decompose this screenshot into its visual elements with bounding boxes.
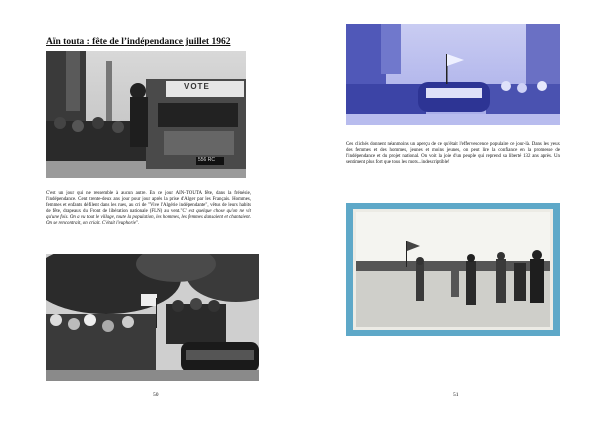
photo-blue-parade <box>346 24 560 125</box>
photo-truck <box>46 51 246 178</box>
page-number: 51 <box>453 392 459 398</box>
photo-marchers <box>346 203 560 336</box>
right-page <box>300 0 600 424</box>
truck-banner-text: VOTE <box>184 82 210 91</box>
body-paragraph: C'est un jour qui ne ressemble à aucun autre. En ce jour AIN-TOUTA fête, dans la frénésie, l'indépendance. Cent trente-deux ans jour pour jour après la prise d'Alger par les Français. Hommes, femmes et enfants défilent dans les rues, au cri de "Vive l'Algérie indépendante", vêtus de leurs habits de fête, drapeaux du Front de libération nationale (FLN) au vent."C' est quelque chose qu'on ne vit qu'une fois. On a vu tout le village, toute la population, les hommes, les femmes dansaient et chantaient. On se rencontrait, on criait. C'était l'euphorie". <box>46 191 251 226</box>
body-paragraph: Ces clichés donnent néanmoins un aperçu de ce qu'était l'effervescence populaire ce jour-là. Dans les yeux des femmes et des hommes, jeunes et moins jeunes, on peut lire la confiance en la promesse de l'indépendance et du projet national. On voit la joie d'un peuple qui reprend sa liberté 132 ans après. Un sentiment plus fort que tous les mots...indescriptible! <box>346 142 560 165</box>
truck-plate-text: 556 RC <box>198 157 215 163</box>
photo-parade-car <box>46 254 259 381</box>
page-number: 50 <box>153 392 159 398</box>
page-title: Aïn touta : fête de l’indépendance juillet 1962 <box>46 37 231 47</box>
